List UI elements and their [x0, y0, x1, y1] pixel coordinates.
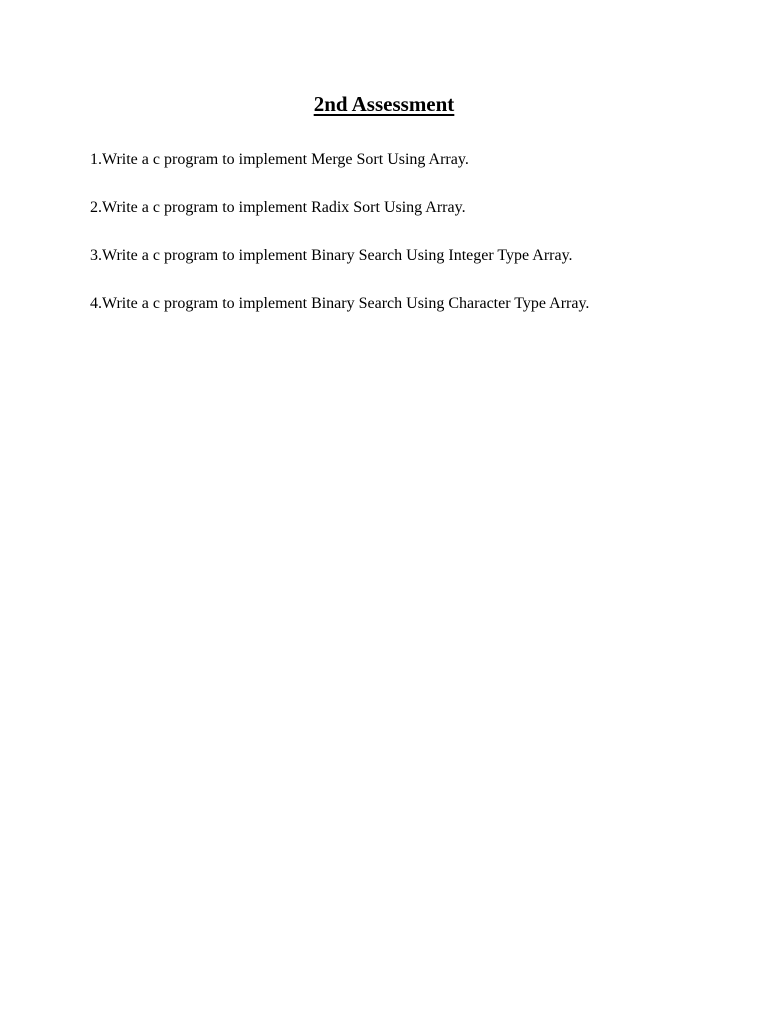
page-title: 2nd Assessment — [313, 92, 455, 116]
question-item: 2.Write a c program to implement Radix Sort Using Array. — [90, 199, 466, 216]
question-item: 3.Write a c program to implement Binary Search Using Integer Type Array. — [90, 247, 573, 264]
question-item: 1.Write a c program to implement Merge Sort Using Array. — [90, 151, 469, 168]
question-list — [90, 150, 589, 342]
question-item: 4.Write a c program to implement Binary Search Using Character Type Array. — [90, 295, 590, 312]
